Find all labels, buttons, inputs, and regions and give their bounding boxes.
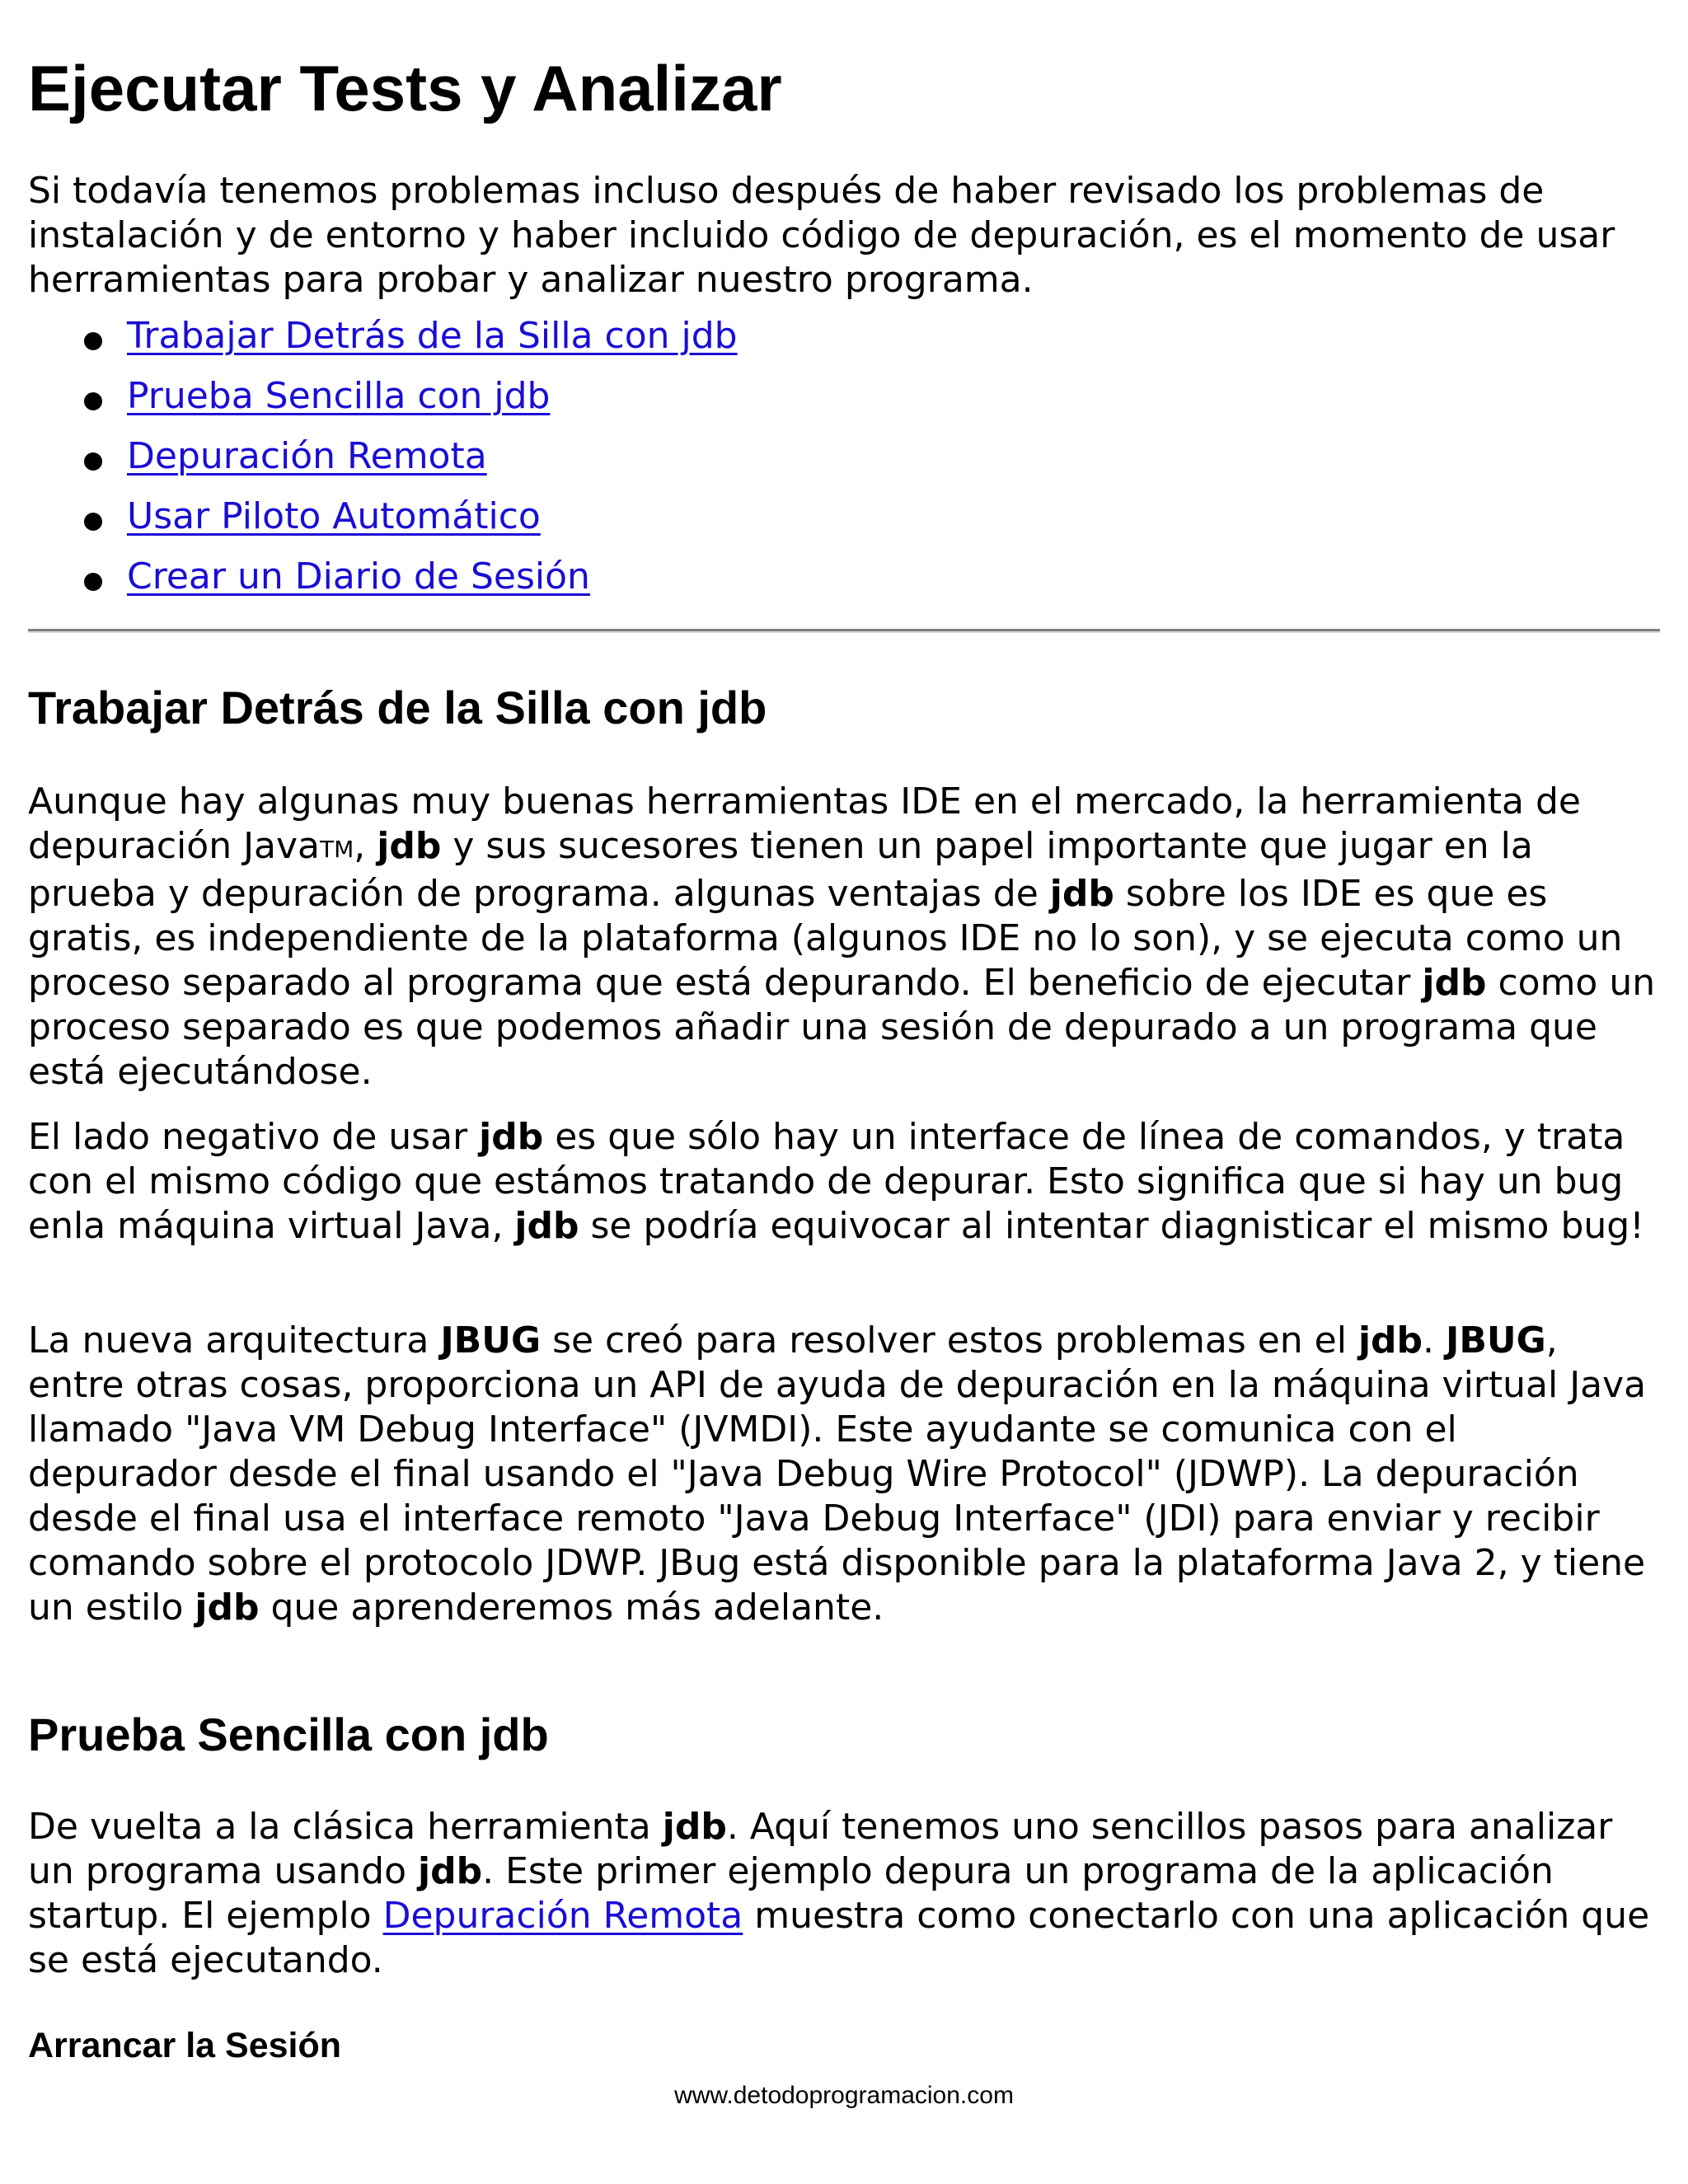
term-jbug: JBUG bbox=[1446, 1319, 1546, 1361]
term-jdb: jdb bbox=[479, 1116, 544, 1158]
section1-paragraph-3 bbox=[28, 1319, 1656, 1630]
subheading-arrancar: Arrancar la Sesión bbox=[28, 2026, 342, 2065]
text-run: . bbox=[1423, 1319, 1447, 1361]
section-heading-prueba: Prueba Sencilla con jdb bbox=[28, 1708, 549, 1760]
bullet-icon bbox=[84, 573, 102, 591]
term-jdb: jdb bbox=[662, 1806, 727, 1848]
text-run: muestra como conectarlo con una aplicación que se está ejecutando. bbox=[28, 1895, 1650, 1981]
toc-link-piloto[interactable]: Usar Piloto Automático bbox=[127, 495, 541, 537]
toc-link-depuracion[interactable]: Depuración Remota bbox=[127, 435, 487, 477]
intro-paragraph: Si todavía tenemos problemas incluso después de haber revisado los problemas de instalación y de entorno y haber incluido código de depuración, es el momento de usar herramientas para probar y analizar nuestro programa. bbox=[28, 170, 1615, 301]
bullet-icon bbox=[84, 392, 102, 410]
text-run: se podría equivocar al intentar diagnisticar el mismo bug! bbox=[579, 1205, 1644, 1247]
term-jbug: JBUG bbox=[440, 1319, 542, 1361]
bullet-icon bbox=[84, 452, 102, 471]
section1-paragraph-1 bbox=[28, 780, 1656, 1094]
trademark: TM bbox=[320, 836, 354, 863]
text-run: como un proceso separado es que podemos añadir una sesión de depurado a un programa que está ejecutándose. bbox=[28, 962, 1656, 1093]
toc-link-prueba[interactable]: Prueba Sencilla con jdb bbox=[127, 375, 551, 417]
table-of-contents bbox=[28, 311, 1668, 612]
text-run: De vuelta a la clásica herramienta bbox=[28, 1806, 663, 1848]
footer-url: www.detodoprogramacion.com bbox=[674, 2082, 1014, 2109]
text-run: y sus sucesores tienen un papel importante que jugar en la prueba y depuración de programa. algunas ventajas de bbox=[28, 825, 1533, 915]
text-run: . Aquí tenemos uno sencillos pasos para analizar un programa usando bbox=[28, 1806, 1613, 1892]
term-jdb: jdb bbox=[1049, 873, 1114, 915]
text-run: Aunque hay algunas muy buenas herramientas IDE en el mercado, la herramienta de depuración Java bbox=[28, 780, 1581, 867]
text-run: El lado negativo de usar bbox=[28, 1116, 480, 1158]
text-run: sobre los IDE es que es gratis, es independiente de la plataforma (algunos IDE no lo son), y se ejecuta como un proceso separado al programa que está depurando. El beneficio de ejecutar bbox=[28, 873, 1623, 1004]
text-run: . Este primer ejemplo depura un programa de la aplicación startup. El ejemplo bbox=[28, 1850, 1554, 1937]
term-jdb: jdb bbox=[514, 1205, 579, 1247]
term-jdb: jdb bbox=[1357, 1319, 1423, 1361]
text-run: es que sólo hay un interface de línea de comandos, y trata con el mismo código que estámos tratando de depurar. Esto significa que si hay un bug enla máquina virtual Java, bbox=[28, 1116, 1625, 1247]
text-run: , bbox=[354, 825, 377, 867]
term-jdb: jdb bbox=[195, 1586, 260, 1629]
toc-item bbox=[28, 431, 1668, 491]
section1-paragraph-2 bbox=[28, 1115, 1656, 1249]
divider bbox=[28, 629, 1660, 633]
term-jdb: jdb bbox=[1422, 962, 1487, 1004]
toc-item bbox=[28, 311, 1668, 371]
term-jdb: jdb bbox=[418, 1850, 483, 1892]
bullet-icon bbox=[84, 332, 102, 350]
term-jdb: jdb bbox=[377, 825, 442, 867]
section2-paragraph-1 bbox=[28, 1805, 1656, 1983]
toc-link-trabajar[interactable]: Trabajar Detrás de la Silla con jdb bbox=[127, 315, 738, 357]
text-run: se creó para resolver estos problemas en el bbox=[541, 1319, 1358, 1361]
page-title: Ejecutar Tests y Analizar bbox=[28, 52, 782, 124]
bullet-icon bbox=[84, 513, 102, 531]
section-heading-trabajar: Trabajar Detrás de la Silla con jdb bbox=[28, 682, 767, 733]
toc-item bbox=[28, 551, 1668, 612]
toc-item bbox=[28, 371, 1668, 431]
text-run: que aprenderemos más adelante. bbox=[259, 1586, 884, 1629]
toc-link-diario[interactable]: Crear un Diario de Sesión bbox=[127, 555, 590, 598]
text-run: La nueva arquitectura bbox=[28, 1319, 441, 1361]
toc-item bbox=[28, 491, 1668, 551]
inline-link-depuracion-remota[interactable]: Depuración Remota bbox=[382, 1895, 743, 1937]
text-run: , entre otras cosas, proporciona un API de ayuda de depuración en la máquina virtual Java llamado "Java VM Debug Interface" (JVMDI). Este ayudante se comunica con el depurador desde el final usando el "Java Debug Wire Protocol" (JDWP). La depuración desde el final usa el interface remoto "Java Debug Interface" (JDI) para enviar y recibir comando sobre el protocolo JDWP. JBug está disponible para la plataforma Java 2, y tiene un estilo bbox=[28, 1319, 1647, 1629]
